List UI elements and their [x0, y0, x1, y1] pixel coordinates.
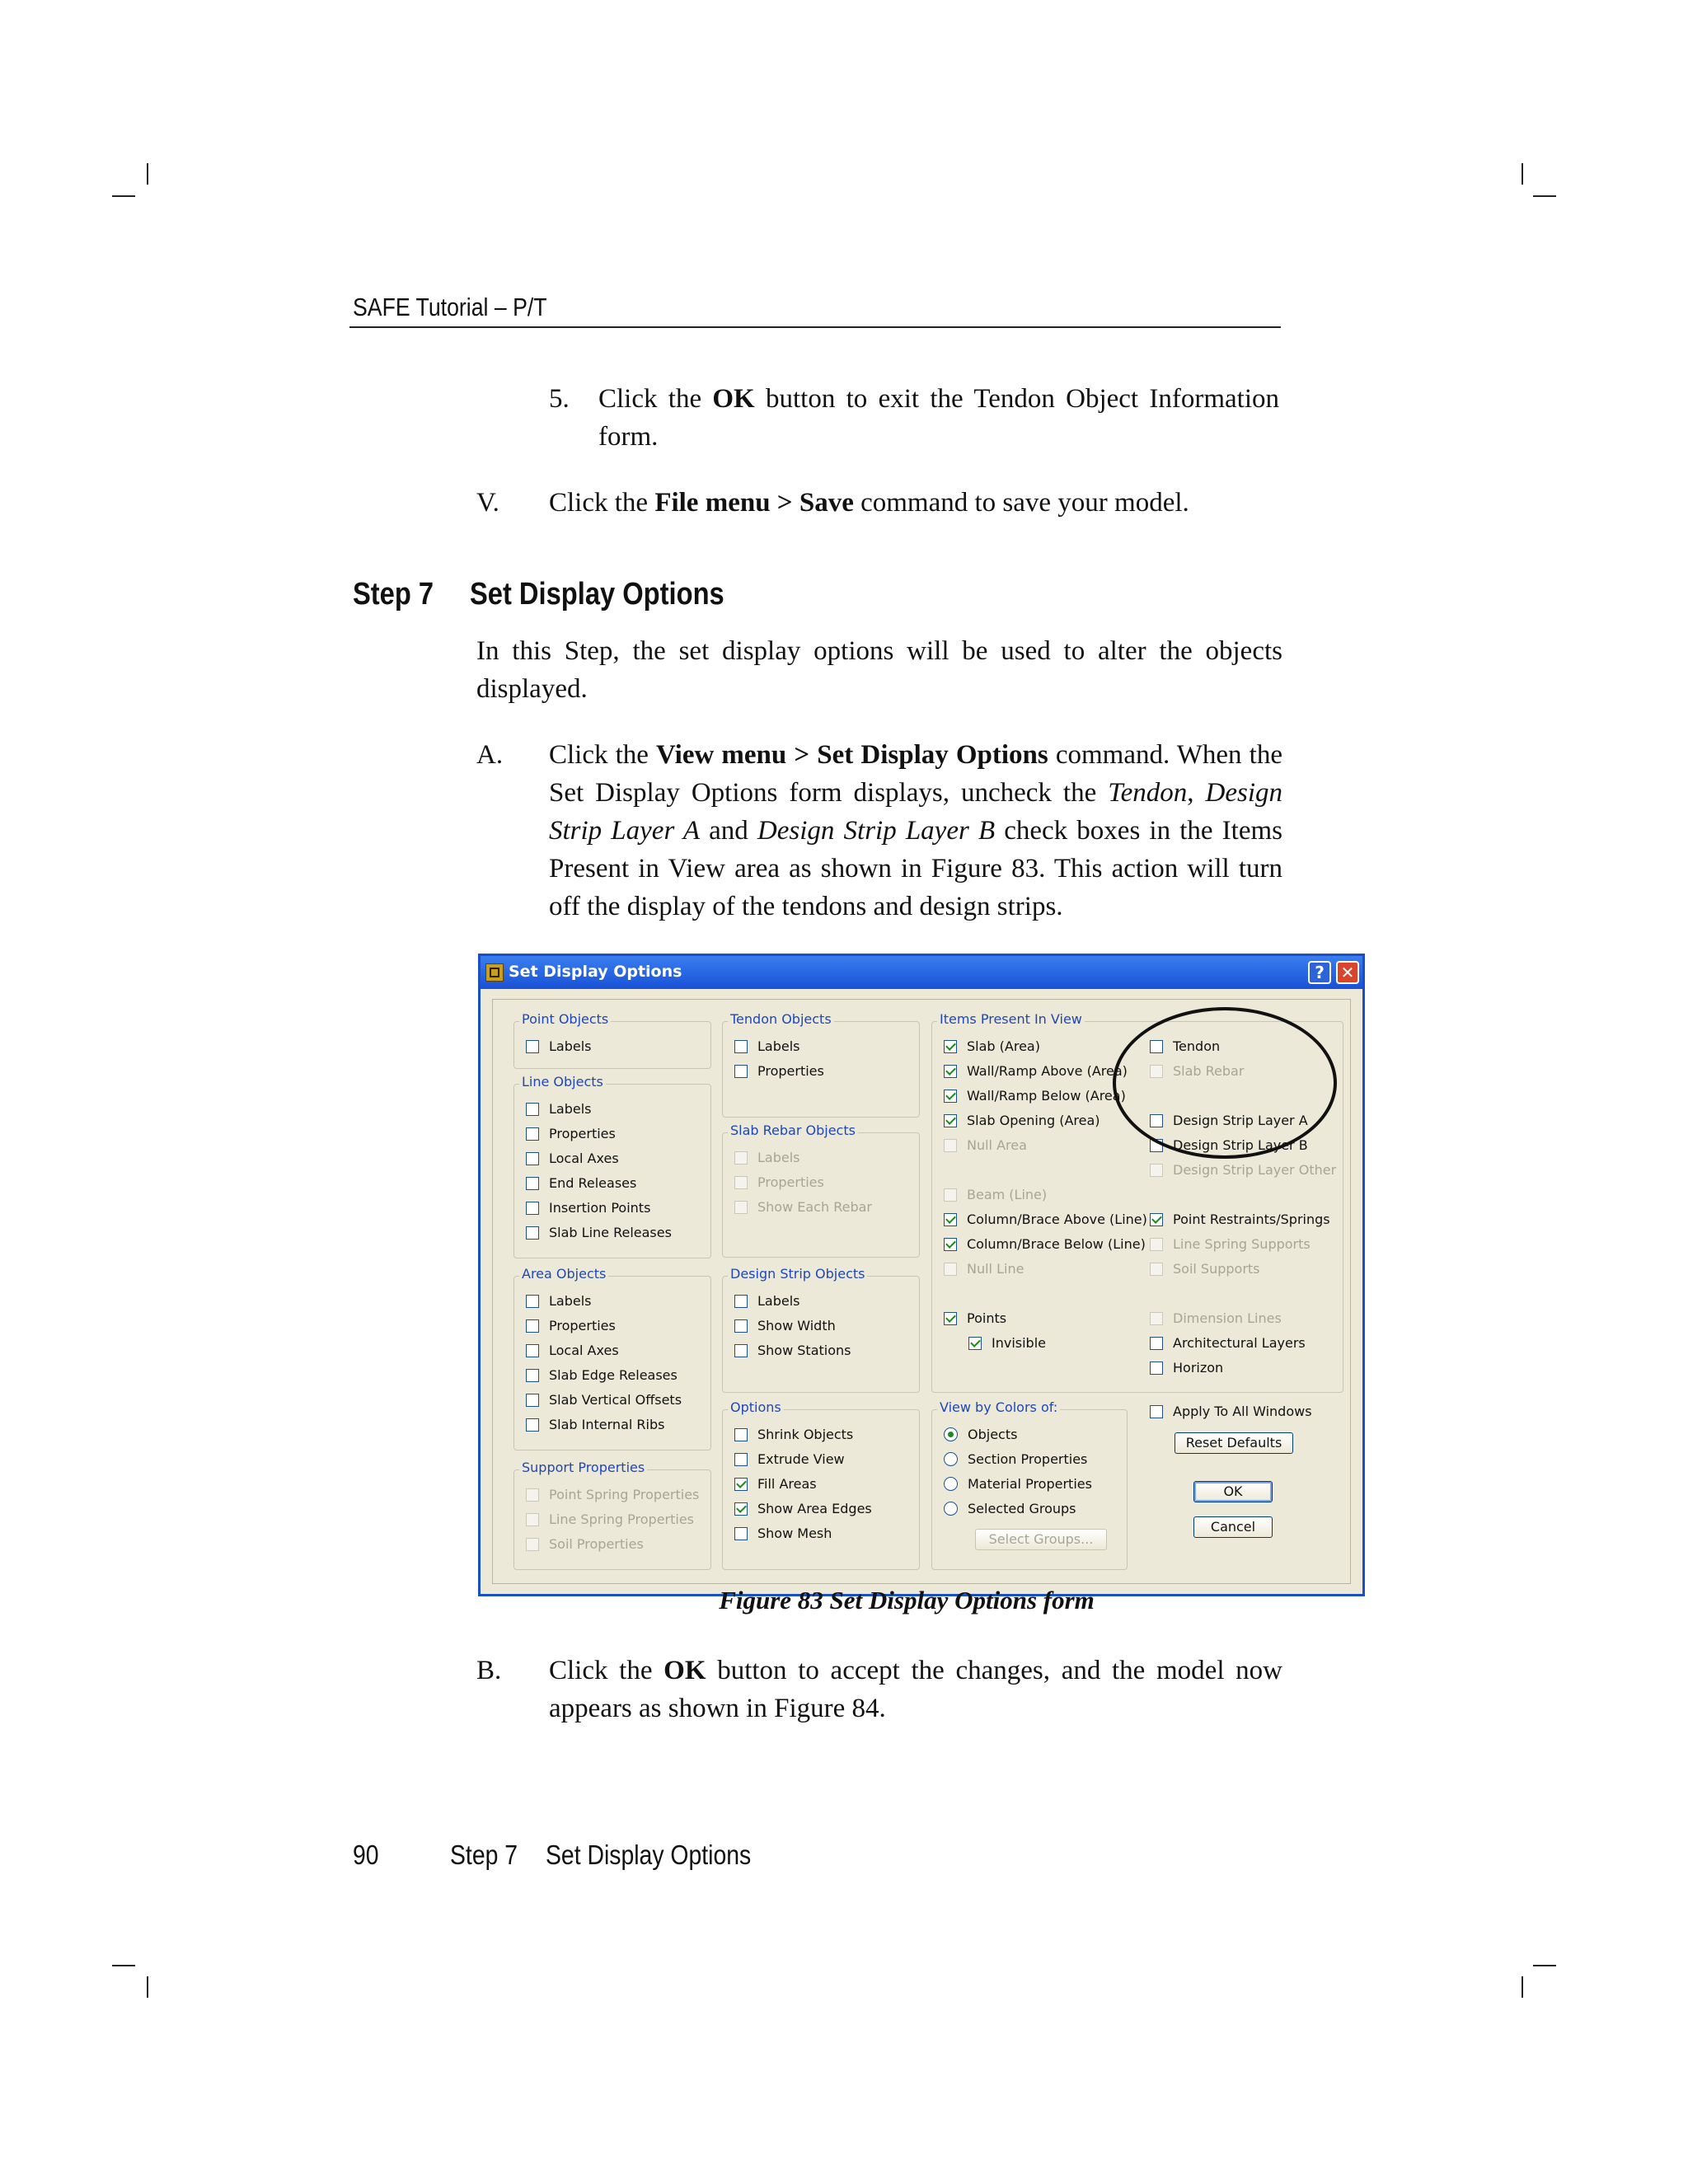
- header-rule: [349, 326, 1281, 328]
- point-restraints-springs-checkbox[interactable]: Point Restraints/Springs: [1150, 1212, 1330, 1227]
- group-design-strip-objects: [722, 1266, 920, 1393]
- architectural-layers-checkbox[interactable]: Architectural Layers: [1150, 1335, 1306, 1351]
- app-grid-icon: [485, 963, 504, 982]
- stepB-text: Click the OK button to accept the changes, and the model now appears as shown in Figure 84.: [549, 1656, 1283, 1723]
- running-head: SAFE Tutorial – P/T: [353, 293, 547, 321]
- column-brace-below-checkbox[interactable]: Column/Brace Below (Line): [944, 1236, 1146, 1252]
- line-spring-supports-checkbox[interactable]: Line Spring Supports: [1150, 1236, 1311, 1252]
- strip-show-stations-checkbox[interactable]: Show Stations: [734, 1343, 851, 1358]
- line-local-axes-checkbox[interactable]: Local Axes: [526, 1151, 619, 1166]
- intro-paragraph: In this Step, the set display options will be used to alter the objects displayed.: [476, 636, 1282, 704]
- slab-vertical-offsets-checkbox[interactable]: Slab Vertical Offsets: [526, 1392, 682, 1408]
- line-properties-checkbox[interactable]: Properties: [526, 1126, 616, 1141]
- tendon-labels-checkbox[interactable]: Labels: [734, 1038, 800, 1054]
- line-end-releases-checkbox[interactable]: End Releases: [526, 1175, 636, 1191]
- wall-ramp-below-checkbox[interactable]: Wall/Ramp Below (Area): [944, 1088, 1126, 1104]
- ok-button[interactable]: OK: [1193, 1481, 1273, 1502]
- stepV-text: Click the File menu > Save command to save your model.: [549, 488, 1189, 518]
- dialog-title: Set Display Options: [509, 963, 682, 981]
- color-objects-radio[interactable]: Objects: [944, 1427, 1017, 1442]
- show-each-rebar-checkbox[interactable]: Show Each Rebar: [734, 1199, 872, 1215]
- legend-view-by-colors: View by Colors of:: [937, 1399, 1060, 1415]
- strip-show-width-checkbox[interactable]: Show Width: [734, 1318, 836, 1333]
- soil-properties-checkbox[interactable]: Soil Properties: [526, 1536, 644, 1552]
- legend-options: Options: [728, 1399, 784, 1415]
- null-line-checkbox[interactable]: Null Line: [944, 1261, 1024, 1277]
- legend-area-objects: Area Objects: [519, 1266, 608, 1282]
- step5-text: Click the OK button to exit the Tendon Object Information form.: [598, 384, 1280, 452]
- area-local-axes-checkbox[interactable]: Local Axes: [526, 1343, 619, 1358]
- group-point-objects: [513, 1011, 711, 1069]
- crop-mark-bl-h: [112, 1965, 135, 1966]
- footer-step: Step 7: [450, 1840, 518, 1870]
- step5-number: 5.: [549, 384, 570, 414]
- beam-line-checkbox[interactable]: Beam (Line): [944, 1187, 1047, 1202]
- slab-rebar-labels-checkbox[interactable]: Labels: [734, 1150, 800, 1165]
- slab-internal-ribs-checkbox[interactable]: Slab Internal Ribs: [526, 1417, 664, 1432]
- stepA-text: Click the View menu > Set Display Options command. When the Set Display Options form displays, uncheck the Tendon, Design Strip Layer A and Design Strip Layer B check boxes in the Items Present in View area as shown in Figure 83. This action will turn off the display of the tendons and design strips.: [549, 740, 1282, 921]
- point-spring-properties-checkbox[interactable]: Point Spring Properties: [526, 1487, 699, 1502]
- dialog-titlebar[interactable]: [481, 956, 1362, 989]
- line-insertion-points-checkbox[interactable]: Insertion Points: [526, 1200, 650, 1216]
- select-groups-button[interactable]: Select Groups...: [975, 1529, 1107, 1550]
- crop-mark-tl-h: [112, 195, 135, 197]
- fill-areas-checkbox[interactable]: Fill Areas: [734, 1476, 817, 1492]
- invisible-checkbox[interactable]: Invisible: [968, 1335, 1046, 1351]
- tendon-properties-checkbox[interactable]: Properties: [734, 1063, 824, 1079]
- dimension-lines-checkbox[interactable]: Dimension Lines: [1150, 1310, 1282, 1326]
- help-button[interactable]: ?: [1308, 961, 1331, 984]
- step-title: Set Display Options: [470, 577, 724, 612]
- legend-point-objects: Point Objects: [519, 1011, 611, 1027]
- crop-mark-br-h: [1533, 1965, 1556, 1966]
- footer-title: Set Display Options: [546, 1840, 752, 1870]
- slab-line-releases-checkbox[interactable]: Slab Line Releases: [526, 1225, 672, 1240]
- null-area-checkbox[interactable]: Null Area: [944, 1137, 1027, 1153]
- point-labels-checkbox[interactable]: Labels: [526, 1038, 592, 1054]
- close-button[interactable]: ✕: [1336, 961, 1359, 984]
- legend-design-strip-objects: Design Strip Objects: [728, 1266, 867, 1282]
- crop-mark-bl-v: [147, 1976, 148, 1998]
- points-checkbox[interactable]: Points: [944, 1310, 1006, 1326]
- color-selected-groups-radio[interactable]: Selected Groups: [944, 1501, 1076, 1516]
- group-line-objects: [513, 1074, 711, 1258]
- wall-ramp-above-checkbox[interactable]: Wall/Ramp Above (Area): [944, 1063, 1128, 1079]
- show-mesh-checkbox[interactable]: Show Mesh: [734, 1526, 832, 1541]
- stepB-number: B.: [476, 1656, 502, 1685]
- page-number: 90: [353, 1840, 379, 1870]
- design-strip-layer-other-checkbox[interactable]: Design Strip Layer Other: [1150, 1162, 1336, 1178]
- legend-items-present: Items Present In View: [937, 1011, 1085, 1027]
- legend-slab-rebar-objects: Slab Rebar Objects: [728, 1122, 858, 1138]
- horizon-checkbox[interactable]: Horizon: [1150, 1360, 1223, 1376]
- crop-mark-tr-h: [1533, 195, 1556, 197]
- group-slab-rebar-objects: [722, 1122, 920, 1258]
- crop-mark-br-v: [1522, 1976, 1523, 1998]
- checkbox-box[interactable]: [526, 1040, 539, 1053]
- cancel-button[interactable]: Cancel: [1193, 1516, 1273, 1538]
- soil-supports-checkbox[interactable]: Soil Supports: [1150, 1261, 1260, 1277]
- slab-opening-checkbox[interactable]: Slab Opening (Area): [944, 1113, 1100, 1128]
- slab-edge-releases-checkbox[interactable]: Slab Edge Releases: [526, 1367, 678, 1383]
- line-spring-properties-checkbox[interactable]: Line Spring Properties: [526, 1511, 694, 1527]
- step-label: Step 7: [353, 577, 434, 612]
- shrink-objects-checkbox[interactable]: Shrink Objects: [734, 1427, 853, 1442]
- group-support-properties: [513, 1460, 711, 1570]
- tendon-checkbox[interactable]: Tendon: [1150, 1038, 1220, 1054]
- design-strip-layer-b-checkbox[interactable]: Design Strip Layer B: [1150, 1137, 1308, 1153]
- column-brace-above-checkbox[interactable]: Column/Brace Above (Line): [944, 1212, 1147, 1227]
- legend-line-objects: Line Objects: [519, 1074, 606, 1090]
- reset-defaults-button[interactable]: Reset Defaults: [1175, 1432, 1293, 1454]
- group-area-objects: [513, 1266, 711, 1451]
- area-labels-checkbox[interactable]: Labels: [526, 1293, 592, 1309]
- apply-to-all-windows-checkbox[interactable]: Apply To All Windows: [1150, 1404, 1312, 1419]
- line-labels-checkbox[interactable]: Labels: [526, 1101, 592, 1117]
- group-tendon-objects: [722, 1011, 920, 1118]
- stepA-number: A.: [476, 740, 504, 770]
- highlight-ellipse: [1113, 1007, 1337, 1159]
- crop-mark-tr-v: [1522, 163, 1523, 185]
- color-material-properties-radio[interactable]: Material Properties: [944, 1476, 1092, 1492]
- show-area-edges-checkbox[interactable]: Show Area Edges: [734, 1501, 872, 1516]
- crop-mark-tl-v: [147, 163, 148, 185]
- area-properties-checkbox[interactable]: Properties: [526, 1318, 616, 1333]
- strip-labels-checkbox[interactable]: Labels: [734, 1293, 800, 1309]
- legend-support-properties: Support Properties: [519, 1460, 647, 1475]
- stepV-number: V.: [476, 488, 499, 518]
- extrude-view-checkbox[interactable]: Extrude View: [734, 1451, 845, 1467]
- legend-tendon-objects: Tendon Objects: [728, 1011, 834, 1027]
- design-strip-layer-a-checkbox[interactable]: Design Strip Layer A: [1150, 1113, 1308, 1128]
- slab-rebar-checkbox[interactable]: Slab Rebar: [1150, 1063, 1244, 1079]
- group-options: [722, 1399, 920, 1570]
- group-view-by-colors: [931, 1399, 1128, 1570]
- slab-rebar-properties-checkbox[interactable]: Properties: [734, 1174, 824, 1190]
- color-section-properties-radio[interactable]: Section Properties: [944, 1451, 1087, 1467]
- figure-caption: Figure 83 Set Display Options form: [719, 1586, 1095, 1615]
- slab-area-checkbox[interactable]: Slab (Area): [944, 1038, 1040, 1054]
